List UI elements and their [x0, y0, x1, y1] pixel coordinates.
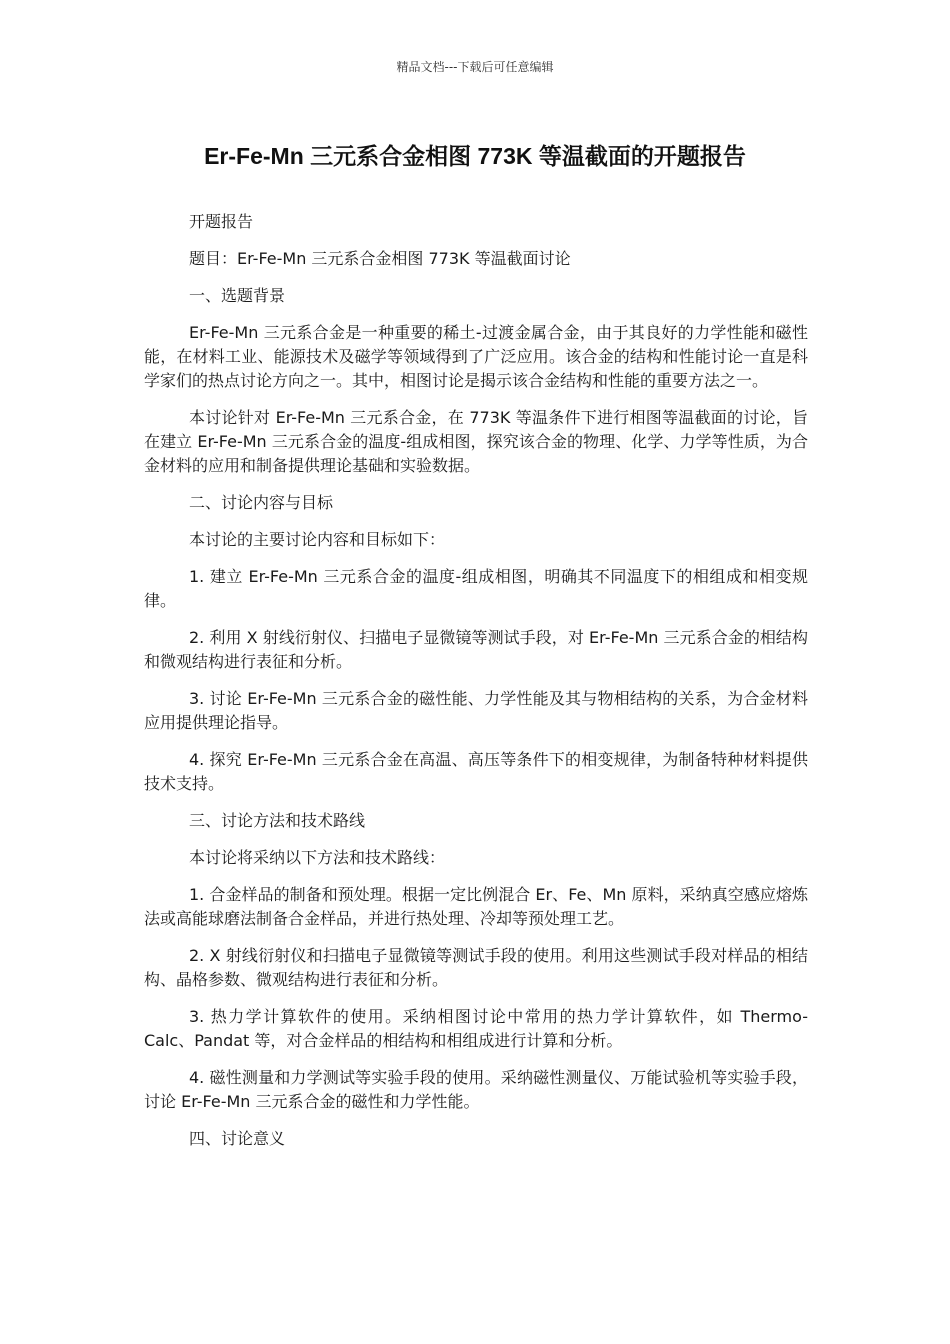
list-item-method-4: 4. 磁性测量和力学测试等实验手段的使用。采纳磁性测量仪、万能试验机等实验手段，讨论 Er-Fe-Mn 三元系合金的磁性和力学性能。 [144, 1068, 808, 1111]
list-item-method-1: 1. 合金样品的制备和预处理。根据一定比例混合 Er、Fe、Mn 原料，采纳真空感应熔炼法或高能球磨法制备合金样品，并进行热处理、冷却等预处理工艺。 [144, 885, 808, 928]
list-item-goal-4: 4. 探究 Er-Fe-Mn 三元系合金在高温、高压等条件下的相变规律，为制备特种材料提供技术支持。 [144, 750, 808, 793]
document-body [144, 210, 808, 1164]
section-heading-content-goals: 二、讨论内容与目标 [189, 493, 334, 512]
section-heading-background: 一、选题背景 [189, 286, 286, 305]
section-heading-methods: 三、讨论方法和技术路线 [189, 811, 366, 830]
list-item-method-2: 2. X 射线衍射仪和扫描电子显微镜等测试手段的使用。利用这些测试手段对样品的相结构、晶格参数、微观结构进行表征和分析。 [144, 946, 808, 989]
list-item-method-3: 3. 热力学计算软件的使用。采纳相图讨论中常用的热力学计算软件，如 Thermo-Calc、Pandat 等，对合金样品的相结构和相组成进行计算和分析。 [144, 1007, 808, 1050]
paragraph-opening-label: 开题报告 [189, 212, 254, 231]
list-item-goal-3: 3. 讨论 Er-Fe-Mn 三元系合金的磁性能、力学性能及其与物相结构的关系，为合金材料应用提供理论指导。 [144, 689, 808, 732]
paragraph-goals-intro: 本讨论的主要讨论内容和目标如下： [189, 530, 446, 549]
paragraph-methods-intro: 本讨论将采纳以下方法和技术路线： [189, 848, 446, 867]
list-item-goal-2: 2. 利用 X 射线衍射仪、扫描电子显微镜等测试手段，对 Er-Fe-Mn 三元系合金的相结构和微观结构进行表征和分析。 [144, 628, 808, 671]
paragraph-background-2: 本讨论针对 Er-Fe-Mn 三元系合金，在 773K 等温条件下进行相图等温截面的讨论，旨在建立 Er-Fe-Mn 三元系合金的温度-组成相图，探究该合金的物理、化学、力学等性质，为合金材料的应用和制备提供理论基础和实验数据。 [144, 408, 808, 475]
section-heading-significance: 四、讨论意义 [189, 1129, 286, 1148]
paragraph-background-1: Er-Fe-Mn 三元系合金是一种重要的稀土-过渡金属合金，由于其良好的力学性能和磁性能，在材料工业、能源技术及磁学等领域得到了广泛应用。该合金的结构和性能讨论一直是科学家们的热点讨论方向之一。其中，相图讨论是揭示该合金结构和性能的重要方法之一。 [144, 323, 808, 390]
page-header-note: 精品文档---下载后可任意编辑 [396, 60, 554, 74]
list-item-goal-1: 1. 建立 Er-Fe-Mn 三元系合金的温度-组成相图，明确其不同温度下的相组成和相变规律。 [144, 567, 808, 610]
paragraph-topic: 题目：Er-Fe-Mn 三元系合金相图 773K 等温截面讨论 [189, 249, 571, 268]
document-title: Er-Fe-Mn 三元系合金相图 773K 等温截面的开题报告 [204, 143, 746, 169]
